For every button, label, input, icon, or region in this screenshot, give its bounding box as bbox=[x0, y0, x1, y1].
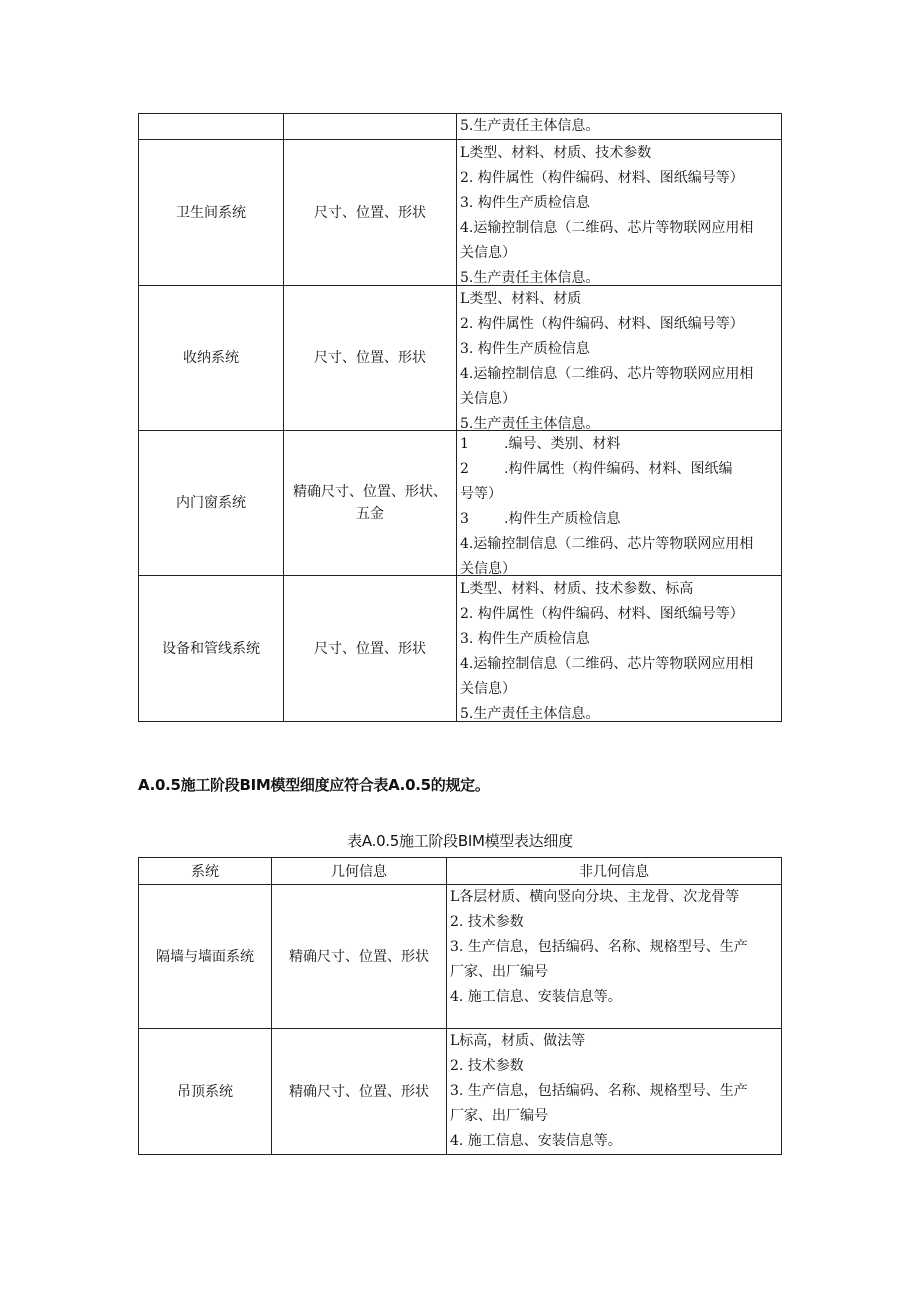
non-geometric-info-cell bbox=[457, 114, 782, 140]
geometric-info-cell: 精确尺寸、位置、形状 bbox=[272, 1029, 447, 1155]
non-geometric-info-cell bbox=[457, 431, 782, 576]
geometric-info-cell: 精确尺寸、位置、形状 bbox=[272, 885, 447, 1029]
system-name-cell: 卫生间系统 bbox=[139, 140, 284, 286]
info-line: 4.运输控制信息（二维码、芯片等物联网应用相 bbox=[460, 219, 754, 236]
table-row bbox=[139, 1029, 782, 1155]
info-line: 厂家、出厂编号 bbox=[450, 1108, 548, 1124]
info-line: L类型、材料、材质、技术参数、标高 bbox=[460, 580, 694, 597]
info-line: L标高，材质、做法等 bbox=[450, 1033, 586, 1049]
system-name-cell: 内门窗系统 bbox=[139, 431, 284, 576]
geometric-info-cell: 尺寸、位置、形状 bbox=[284, 286, 457, 431]
system-name-cell: 收纳系统 bbox=[139, 286, 284, 431]
table-caption: 表A.0.5施工阶段BIM模型表达细度 bbox=[347, 832, 573, 850]
info-line: 厂家、出厂编号 bbox=[450, 964, 548, 980]
info-line: 1 .编号、类别、材料 bbox=[460, 435, 621, 452]
info-line: 3. 生产信息，包括编码、名称、规格型号、生产 bbox=[450, 939, 748, 955]
non-geometric-info-cell bbox=[447, 1029, 782, 1155]
geometry-line: 五金 bbox=[356, 506, 384, 522]
non-geometric-info-cell bbox=[457, 286, 782, 431]
info-line: L类型、材料、材质 bbox=[460, 290, 582, 307]
info-line: 关信息） bbox=[460, 560, 516, 575]
non-geometric-info-cell bbox=[457, 576, 782, 722]
info-line: 2. 构件属性（构件编码、材料、图纸编号等） bbox=[460, 315, 744, 332]
info-line: 2. 构件属性（构件编码、材料、图纸编号等） bbox=[460, 605, 744, 622]
info-line: 5.生产责任主体信息。 bbox=[460, 269, 600, 285]
table-row bbox=[139, 431, 782, 576]
info-line: 5.生产责任主体信息。 bbox=[460, 118, 600, 134]
info-line: 3 .构件生产质检信息 bbox=[460, 510, 621, 527]
section-heading: A.0.5施工阶段BIM模型细度应符合表A.0.5的规定。 bbox=[138, 776, 490, 794]
table-row bbox=[139, 885, 782, 1029]
info-line: 2 .构件属性（构件编码、材料、图纸编 bbox=[460, 460, 733, 477]
table-row bbox=[139, 114, 782, 140]
non-geometric-info-cell bbox=[447, 885, 782, 1029]
info-line: 2. 技术参数 bbox=[450, 1058, 524, 1074]
system-name-cell: 设备和管线系统 bbox=[139, 576, 284, 722]
info-line: 5.生产责任主体信息。 bbox=[460, 415, 600, 430]
info-line: 3. 构件生产质检信息 bbox=[460, 630, 590, 647]
table-model-detail-continued bbox=[138, 113, 782, 722]
table-cell-empty bbox=[284, 114, 457, 140]
info-line: 4. 施工信息、安装信息等。 bbox=[450, 989, 622, 1005]
table-construction-stage-detail bbox=[138, 857, 782, 1155]
table-cell-empty bbox=[139, 114, 284, 140]
system-name-cell: 吊顶系统 bbox=[139, 1029, 272, 1155]
info-line: 关信息） bbox=[460, 390, 516, 407]
info-line: 3. 构件生产质检信息 bbox=[460, 340, 590, 357]
table-row bbox=[139, 576, 782, 722]
info-line: 4.运输控制信息（二维码、芯片等物联网应用相 bbox=[460, 535, 754, 552]
column-header-system: 系统 bbox=[139, 858, 272, 885]
info-line: 3. 生产信息，包括编码、名称、规格型号、生产 bbox=[450, 1083, 748, 1099]
info-line: 3. 构件生产质检信息 bbox=[460, 194, 590, 211]
table-header-row bbox=[139, 858, 782, 885]
geometric-info-cell: 尺寸、位置、形状 bbox=[284, 140, 457, 286]
system-name-cell: 隔墙与墙面系统 bbox=[139, 885, 272, 1029]
info-line: 2. 构件属性（构件编码、材料、图纸编号等） bbox=[460, 169, 744, 186]
info-line: 2. 技术参数 bbox=[450, 914, 524, 930]
info-line: 4.运输控制信息（二维码、芯片等物联网应用相 bbox=[460, 655, 754, 672]
info-line: L各层材质、横向竖向分块、主龙骨、次龙骨等 bbox=[450, 889, 740, 905]
column-header-non-geometric: 非几何信息 bbox=[447, 858, 782, 885]
geometric-info-cell: 尺寸、位置、形状 bbox=[284, 576, 457, 722]
non-geometric-info-cell bbox=[457, 140, 782, 286]
info-line: 5.生产责任主体信息。 bbox=[460, 705, 600, 721]
table-row bbox=[139, 286, 782, 431]
info-line: 号等） bbox=[460, 485, 502, 502]
info-line: 关信息） bbox=[460, 680, 516, 697]
table-row bbox=[139, 140, 782, 286]
column-header-geometric: 几何信息 bbox=[272, 858, 447, 885]
info-line: 4.运输控制信息（二维码、芯片等物联网应用相 bbox=[460, 365, 754, 382]
info-line: 关信息） bbox=[460, 244, 516, 261]
info-line: 4. 施工信息、安装信息等。 bbox=[450, 1133, 622, 1149]
geometric-info-cell bbox=[284, 431, 457, 576]
info-line: L类型、材料、材质、技术参数 bbox=[460, 144, 652, 161]
geometry-line: 精确尺寸、位置、形状、 bbox=[293, 484, 447, 500]
